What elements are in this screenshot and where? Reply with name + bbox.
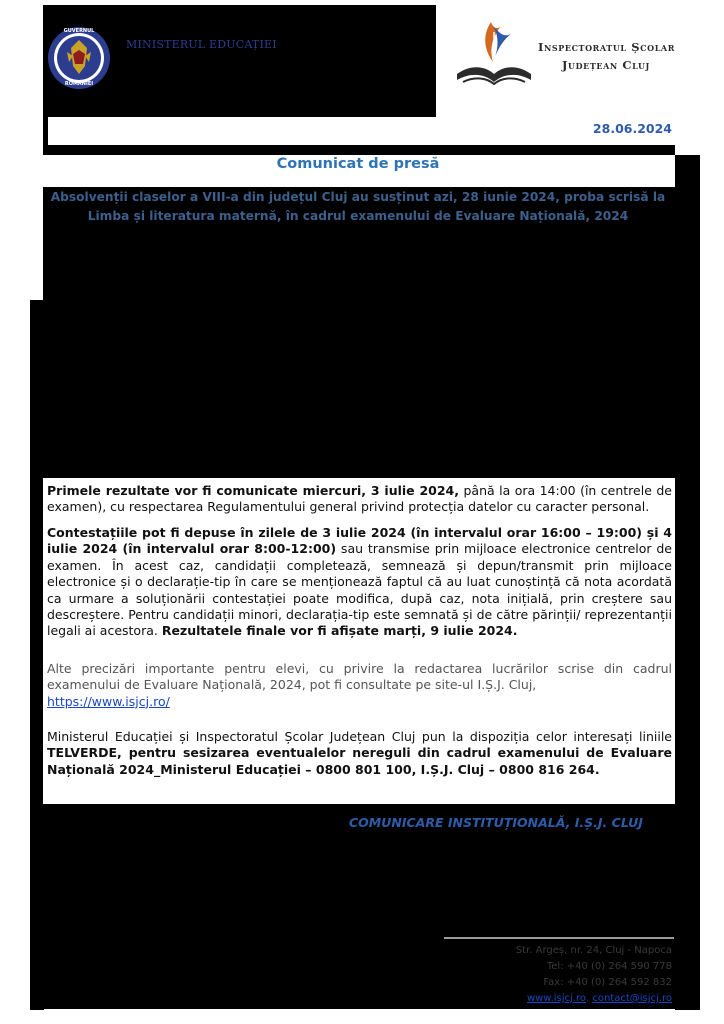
footer-tel: Tel: +40 (0) 264 590 778 [546, 961, 672, 972]
appeals-rest: sau transmise prin mijloace electronice centrelor de examen. În acest caz, candidații completează, semnează și depun/transmit prin mijloace electronice și o declarație-tip în care se menționează faptul că au luat cunoștință că nota acordată ca urmare a soluționării contestației poate modifica, după caz, nota inițială, prin creștere sau descreștere. Pentru candidații minori, declarația-tip este semnată și de către părinții/ reprezentanții legali ai acestora. [47, 541, 672, 639]
ministry-name: MINISTERUL EDUCAȚIEI [126, 38, 277, 51]
footer-fax: Fax: +40 (0) 264 592 832 [543, 977, 672, 988]
footer-email-link[interactable]: contact@isjcj.ro [592, 993, 672, 1004]
subtitle-line-2: Limba și literatura maternă, în cadrul examenului de Evaluare Națională, 2024 [87, 209, 629, 223]
paragraph-telverde [47, 729, 672, 778]
redaction-left-gutter [43, 117, 48, 147]
telverde-bold: TELVERDE, pentru sesizarea eventualelor nereguli din cadrul examenului de Evaluare Națională 2024_Ministerul Educației – 0800 801 100, I.Ș.J. Cluj – 0800 816 264. [47, 745, 672, 777]
footer-divider [444, 937, 674, 939]
open-book-quill-logo-icon [453, 18, 535, 94]
paragraph-results [47, 483, 672, 516]
document-date: 28.06.2024 [592, 121, 672, 136]
paragraph-info [47, 661, 672, 710]
isj-name-line1: Inspectoratul Școlar [538, 40, 675, 54]
isjcj-website-link[interactable]: https://www.isjcj.ro/ [47, 693, 170, 709]
appeals-dates-bold: Contestațiile pot fi depuse în zilele de 3 iulie 2024 (în intervalul orar 16:00 – 19:00) și 4 iulie 2024 (în intervalul orar 8:00-12:00) [47, 525, 672, 557]
footer-web-link[interactable]: www.isjcj.ro [526, 993, 586, 1004]
footer-address: Str. Argeș, nr. 24, Cluj - Napoca [515, 945, 672, 956]
government-emblem [47, 26, 111, 90]
page-title: Comunicat de presă [276, 156, 440, 172]
paragraph-appeals [47, 525, 672, 640]
footer-links: www.isjcj.ro, contact@isjcj.ro [526, 993, 672, 1004]
subtitle-line-1: Absolvenții claselor a VIII-a din județul Cluj au susținut azi, 28 iunie 2024, proba scrisă la [50, 190, 666, 204]
emblem-text-top: GUVERNUL [63, 28, 95, 34]
redaction-left-strip [30, 300, 44, 1010]
emblem-text-bottom: ROMÂNIEI [64, 81, 94, 87]
isj-logo [453, 18, 535, 94]
redaction-date-band [43, 145, 675, 155]
telverde-intro: Ministerul Educației și Inspectoratul Școlar Județean Cluj pun la dispoziția celor interesați liniile [47, 729, 672, 744]
info-text: Alte precizări importante pentru elevi, cu privire la redactarea lucrărilor scrise din cadrul examenului de Evaluare Națională, 2024, pot fi consultate pe site-ul I.Ș.J. Cluj, [47, 661, 672, 693]
results-date-bold: Primele rezultate vor fi comunicate miercuri, 3 iulie 2024, [47, 483, 460, 498]
signature: COMUNICARE INSTITUȚIONALĂ, I.Ș.J. CLUJ [349, 815, 643, 830]
results-rest: până la ora 14:00 (în centrele de examen), cu respectarea Regulamentului general privind protecția datelor cu caracter personal. [47, 483, 672, 515]
subtitle [46, 188, 670, 226]
final-results-bold: Rezultatele finale vor fi afișate marți, 9 iulie 2024. [161, 623, 518, 639]
redaction-right-strip [675, 155, 700, 1010]
redaction-main-block [43, 187, 675, 478]
isj-name-line2: Județean Cluj [562, 58, 650, 72]
